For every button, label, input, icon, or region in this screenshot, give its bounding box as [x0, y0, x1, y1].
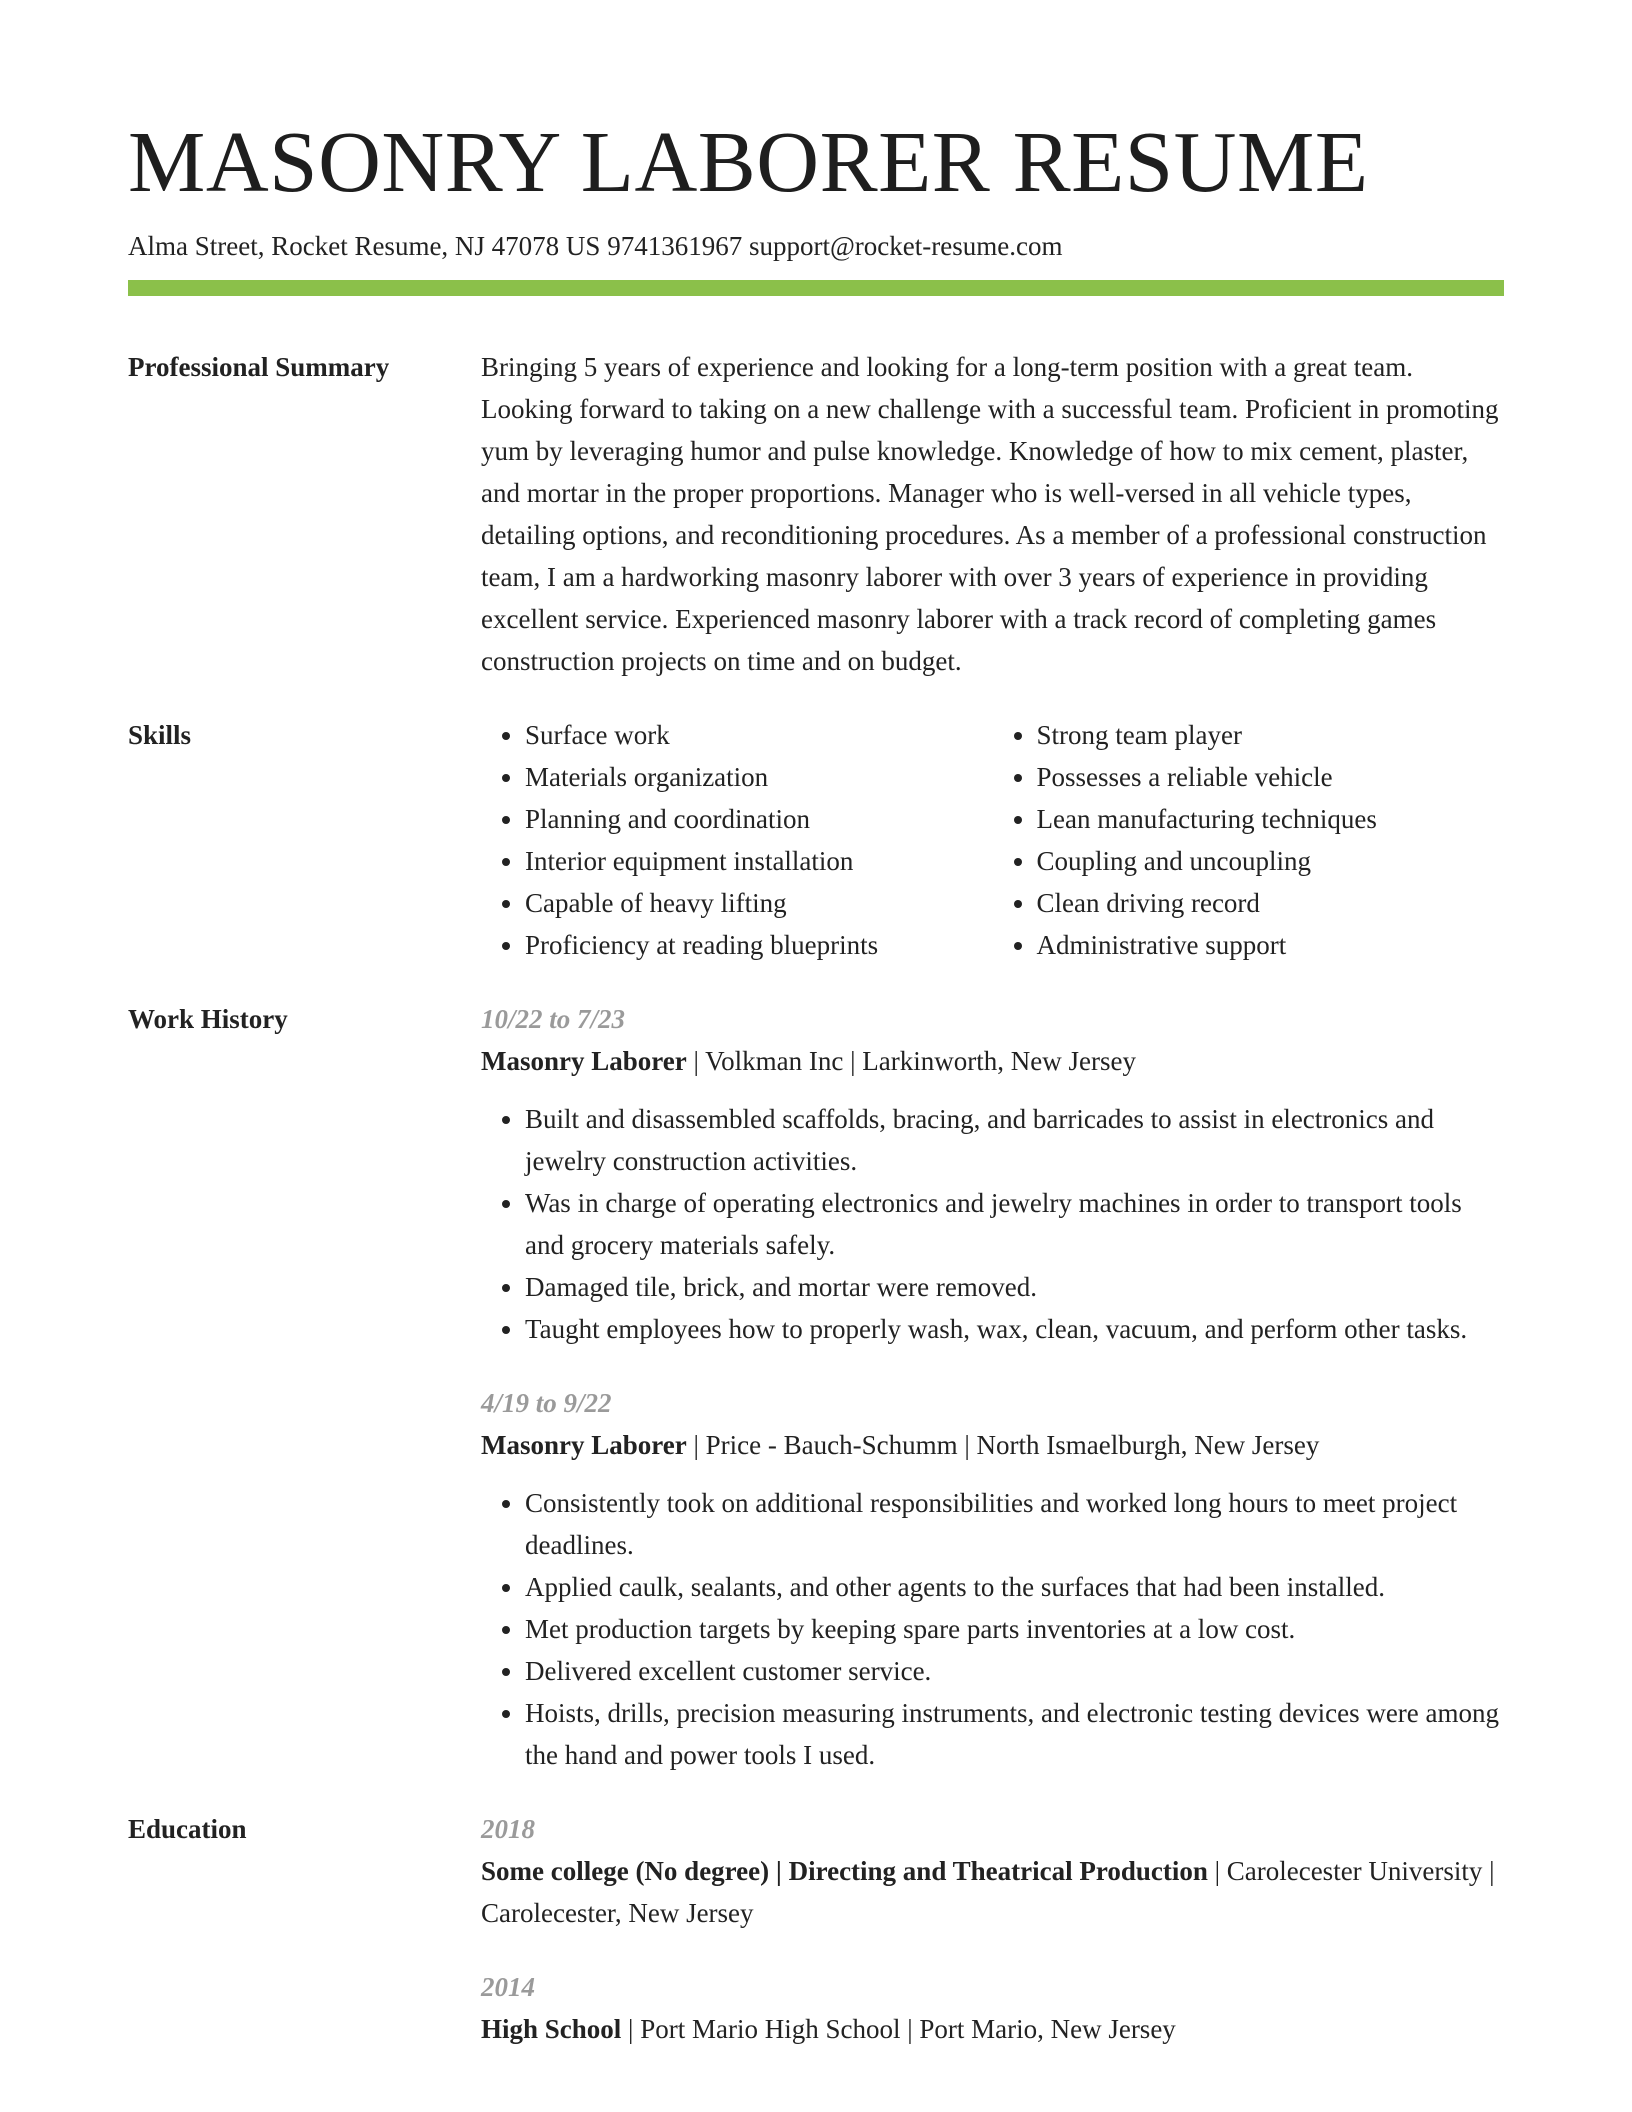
job-bullet: • Consistently took on additional responsibilities and worked long hours to meet project deadlines. [525, 1482, 1504, 1566]
education-entry [481, 1808, 1504, 1934]
skill-item: • Clean driving record [1037, 882, 1505, 924]
education-year: 2014 [481, 1972, 535, 2003]
job-bullet: • Met production targets by keeping spare parts inventories at a low cost. [525, 1608, 1504, 1650]
education-entry [481, 1966, 1504, 2050]
skill-item: • Coupling and uncoupling [1037, 840, 1505, 882]
skill-item: • Administrative support [1037, 924, 1505, 966]
education-degree: High School [481, 2014, 622, 2045]
skills-grid [481, 714, 1504, 966]
section-label-work: Work History [128, 1004, 288, 1035]
work-history-section [128, 998, 1504, 1776]
job-bullet: • Was in charge of operating electronics and jewelry machines in order to transport tools and grocery materials safely. [525, 1182, 1504, 1266]
skill-item: • Lean manufacturing techniques [1037, 798, 1505, 840]
job-title: Masonry Laborer [481, 1430, 687, 1461]
job-bullets [481, 1098, 1504, 1350]
skill-item: • Interior equipment installation [525, 840, 993, 882]
education-details: | Port Mario High School | Port Mario, New Jersey [621, 2014, 1176, 2045]
skill-item: • Materials organization [525, 756, 993, 798]
education-body [481, 1808, 1504, 2050]
summary-text: Bringing 5 years of experience and looking for a long-term position with a great team. Looking forward to taking on a new challenge with a successful team. Proficient in promoting yum by leveraging humor and pulse knowledge. Knowledge of how to mix cement, plaster, and mortar in the proper proportions. Manager who is well-versed in all vehicle types, detailing options, and reconditioning procedures. As a member of a professional construction team, I am a hardworking masonry laborer with over 3 years of experience in providing excellent service. Experienced masonry laborer with a track record of completing games construction projects on time and on budget. [481, 352, 1499, 677]
skills-section [128, 714, 1504, 966]
education-heading [481, 1850, 1504, 1934]
skill-item: • Capable of heavy lifting [525, 882, 993, 924]
skill-item: • Proficiency at reading blueprints [525, 924, 993, 966]
skills-body [481, 714, 1504, 966]
education-section [128, 1808, 1504, 2050]
work-body [481, 998, 1504, 1776]
job-bullet: • Hoists, drills, precision measuring instruments, and electronic testing devices were among the hand and power tools I used. [525, 1692, 1504, 1776]
job-bullet: • Delivered excellent customer service. [525, 1650, 1504, 1692]
skills-list-left [481, 714, 993, 966]
job-dates: 4/19 to 9/22 [481, 1388, 612, 1419]
job-bullet: • Built and disassembled scaffolds, bracing, and barricades to assist in electronics and jewelry construction activities. [525, 1098, 1504, 1182]
job-details: | Price - Bauch-Schumm | North Ismaelburgh, New Jersey [686, 1430, 1320, 1461]
skill-item: • Planning and coordination [525, 798, 993, 840]
contact-line: Alma Street, Rocket Resume, NJ 47078 US 9741361967 support@rocket-resume.com [128, 231, 1063, 261]
job-bullets [481, 1482, 1504, 1776]
job-title: Masonry Laborer [481, 1046, 687, 1077]
summary-body [481, 346, 1504, 682]
education-heading [481, 2008, 1504, 2050]
job-details: | Volkman Inc | Larkinworth, New Jersey [686, 1046, 1136, 1077]
education-details: | Carolecester University | Carolecester, New Jersey [481, 1856, 1495, 1929]
skill-item: • Possesses a reliable vehicle [1037, 756, 1505, 798]
job-bullet: • Damaged tile, brick, and mortar were removed. [525, 1266, 1504, 1308]
job-heading [481, 1040, 1504, 1082]
job-heading [481, 1424, 1504, 1466]
section-label-skills: Skills [128, 720, 192, 751]
skill-item: • Surface work [525, 714, 993, 756]
section-label-summary: Professional Summary [128, 352, 390, 383]
skills-list-right [993, 714, 1505, 966]
job-entry [481, 1382, 1504, 1776]
education-degree: Some college (No degree) | Directing and Theatrical Production [481, 1856, 1208, 1887]
job-bullet: • Applied caulk, sealants, and other agents to the surfaces that had been installed. [525, 1566, 1504, 1608]
job-bullet: • Taught employees how to properly wash, wax, clean, vacuum, and perform other tasks. [525, 1308, 1504, 1350]
education-year: 2018 [481, 1814, 535, 1845]
professional-summary-section [128, 346, 1504, 682]
job-dates: 10/22 to 7/23 [481, 1004, 626, 1035]
section-label-education: Education [128, 1814, 247, 1845]
accent-rule [128, 280, 1504, 296]
resume-title: MASONRY LABORER RESUME [128, 113, 1369, 210]
job-entry [481, 998, 1504, 1350]
skill-item: • Strong team player [1037, 714, 1505, 756]
